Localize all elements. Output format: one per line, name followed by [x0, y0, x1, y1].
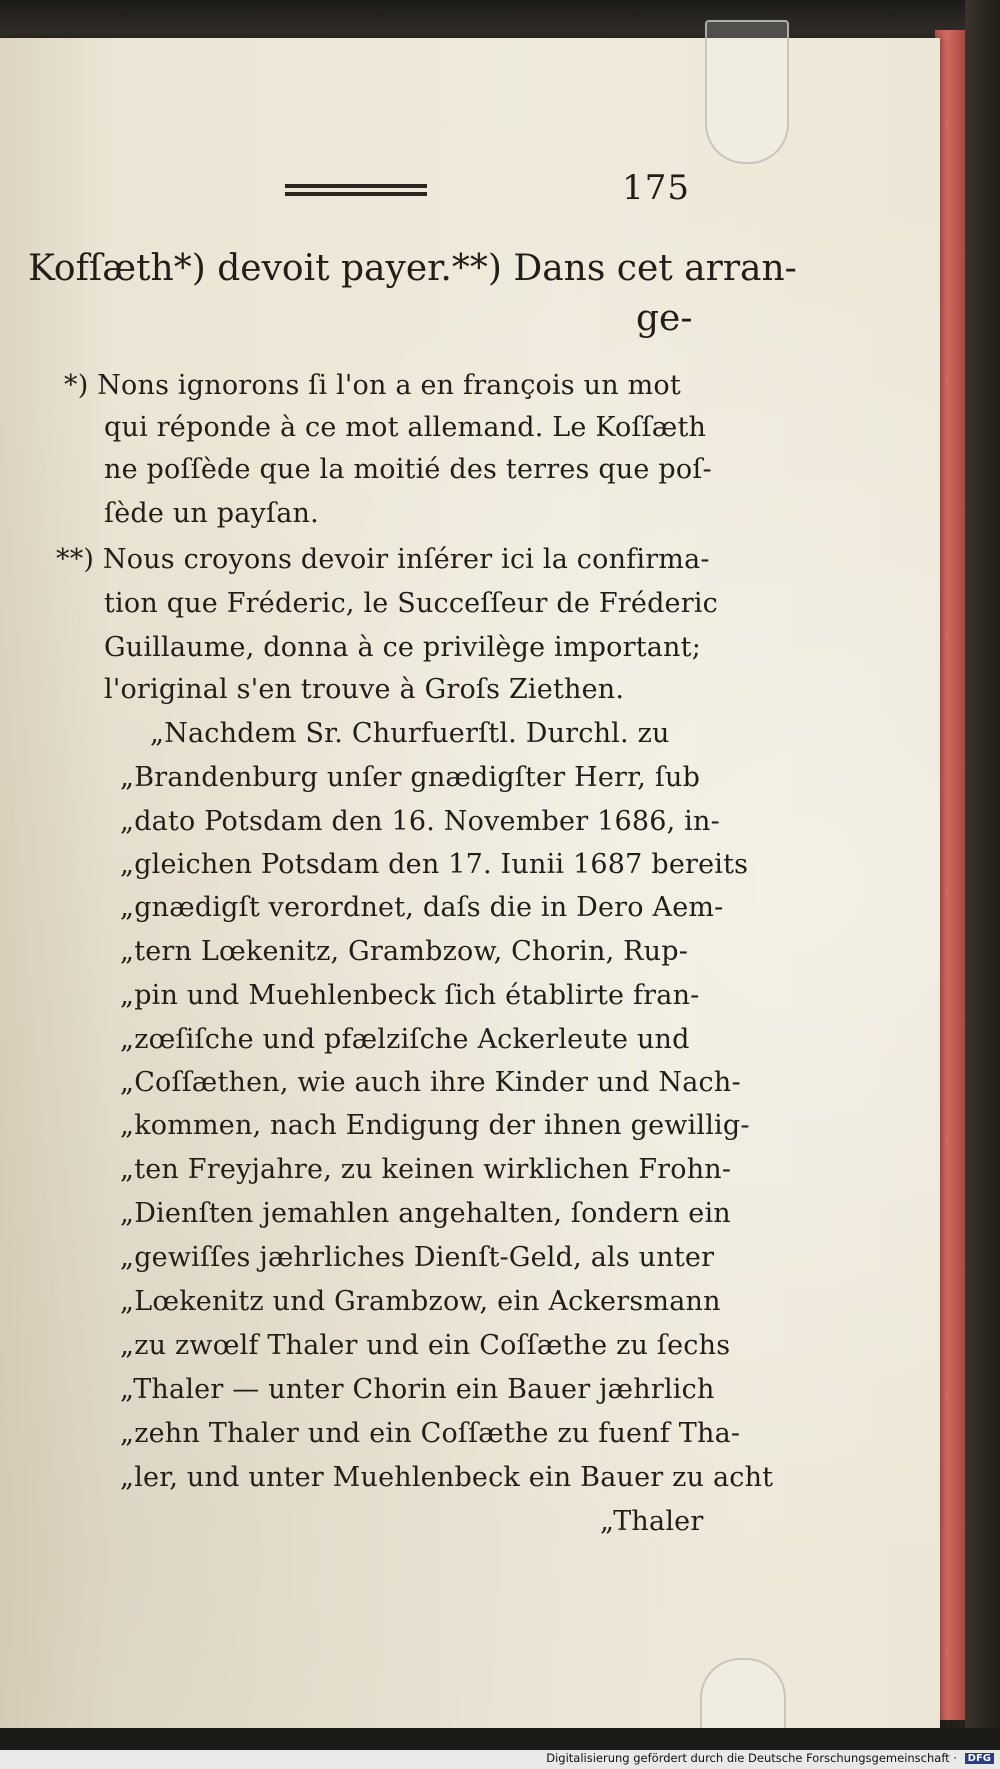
main-text-line: Kofſæth*) devoit payer.**) Dans cet arran-: [28, 248, 797, 289]
quotation-line: „zehn Thaler und ein Coſſæthe zu fuenf Tha-: [120, 1418, 741, 1449]
footnote-line: Guillaume, donna à ce privilège important;: [104, 632, 701, 663]
quotation-line: „ten Freyjahre, zu keinen wirklichen Frohn-: [120, 1154, 732, 1185]
quotation-line: „tern Lœkenitz, Grambzow, Chorin, Rup-: [120, 936, 689, 967]
quotation-line: „zœſiſche und pfælziſche Ackerleute und: [120, 1024, 690, 1055]
quotation-line: „gewiſſes jæhrliches Dienſt-Geld, als unter: [120, 1242, 715, 1273]
quotation-line: „Thaler — unter Chorin ein Bauer jæhrlich: [120, 1374, 715, 1405]
dfg-logo: DFG: [965, 1753, 994, 1764]
page-number: 175: [622, 168, 690, 208]
footnote-line: qui réponde à ce mot allemand. Le Koſſæth: [104, 412, 707, 443]
funding-credit: Digitalisierung gefördert durch die Deutsche Forschungsgemeinschaft · DFG: [546, 1751, 994, 1765]
quotation-line: „Brandenburg unſer gnædigſter Herr, ſub: [120, 762, 701, 793]
footnote-line: tion que Fréderic, le Succeſſeur de Fréderic: [104, 588, 718, 619]
quotation-line: „Dienſten jemahlen angehalten, ſondern ein: [120, 1198, 731, 1229]
quotation-line: „Lœkenitz und Grambzow, ein Ackersmann: [120, 1286, 721, 1317]
quotation-line: „dato Potsdam den 16. November 1686, in-: [120, 806, 720, 837]
book-bottom-edge: [0, 1728, 1000, 1750]
main-text-line: ge-: [636, 298, 693, 339]
quotation-line: „gleichen Potsdam den 17. Iunii 1687 bereits: [120, 849, 749, 880]
footnote-line: **) Nous croyons devoir inſérer ici la confirma-: [56, 544, 710, 575]
funding-credit-text: Digitalisierung gefördert durch die Deutsche Forschungsgemeinschaft: [546, 1751, 950, 1765]
footnote-line: ne poſſède que la moitié des terres que poſ-: [104, 454, 712, 485]
footnote-line: ſède un payſan.: [104, 498, 319, 529]
footnote-line: *) Nons ignorons ſi l'on a en françois un mot: [64, 370, 681, 401]
quotation-line: „pin und Muehlenbeck ſich établirte fran-: [120, 980, 700, 1011]
page-clip-top: [705, 20, 789, 164]
header-rule: [285, 184, 427, 196]
quotation-line: „zu zwœlf Thaler und ein Coſſæthe zu ſechs: [120, 1330, 731, 1361]
quotation-line: „Thaler: [600, 1506, 704, 1537]
quotation-line: „gnædigſt verordnet, daſs die in Dero Aem-: [120, 892, 724, 923]
quotation-line: „Coſſæthen, wie auch ihre Kinder und Nach-: [120, 1067, 741, 1098]
quotation-line: „Nachdem Sr. Churfuerſtl. Durchl. zu: [150, 718, 670, 749]
quotation-line: „ler, und unter Muehlenbeck ein Bauer zu acht: [120, 1462, 774, 1493]
footnote-line: l'original s'en trouve à Groſs Ziethen.: [104, 674, 625, 705]
quotation-line: „kommen, nach Endigung der ihnen gewillig-: [120, 1110, 750, 1141]
book-cover-edge: [965, 0, 1000, 1769]
